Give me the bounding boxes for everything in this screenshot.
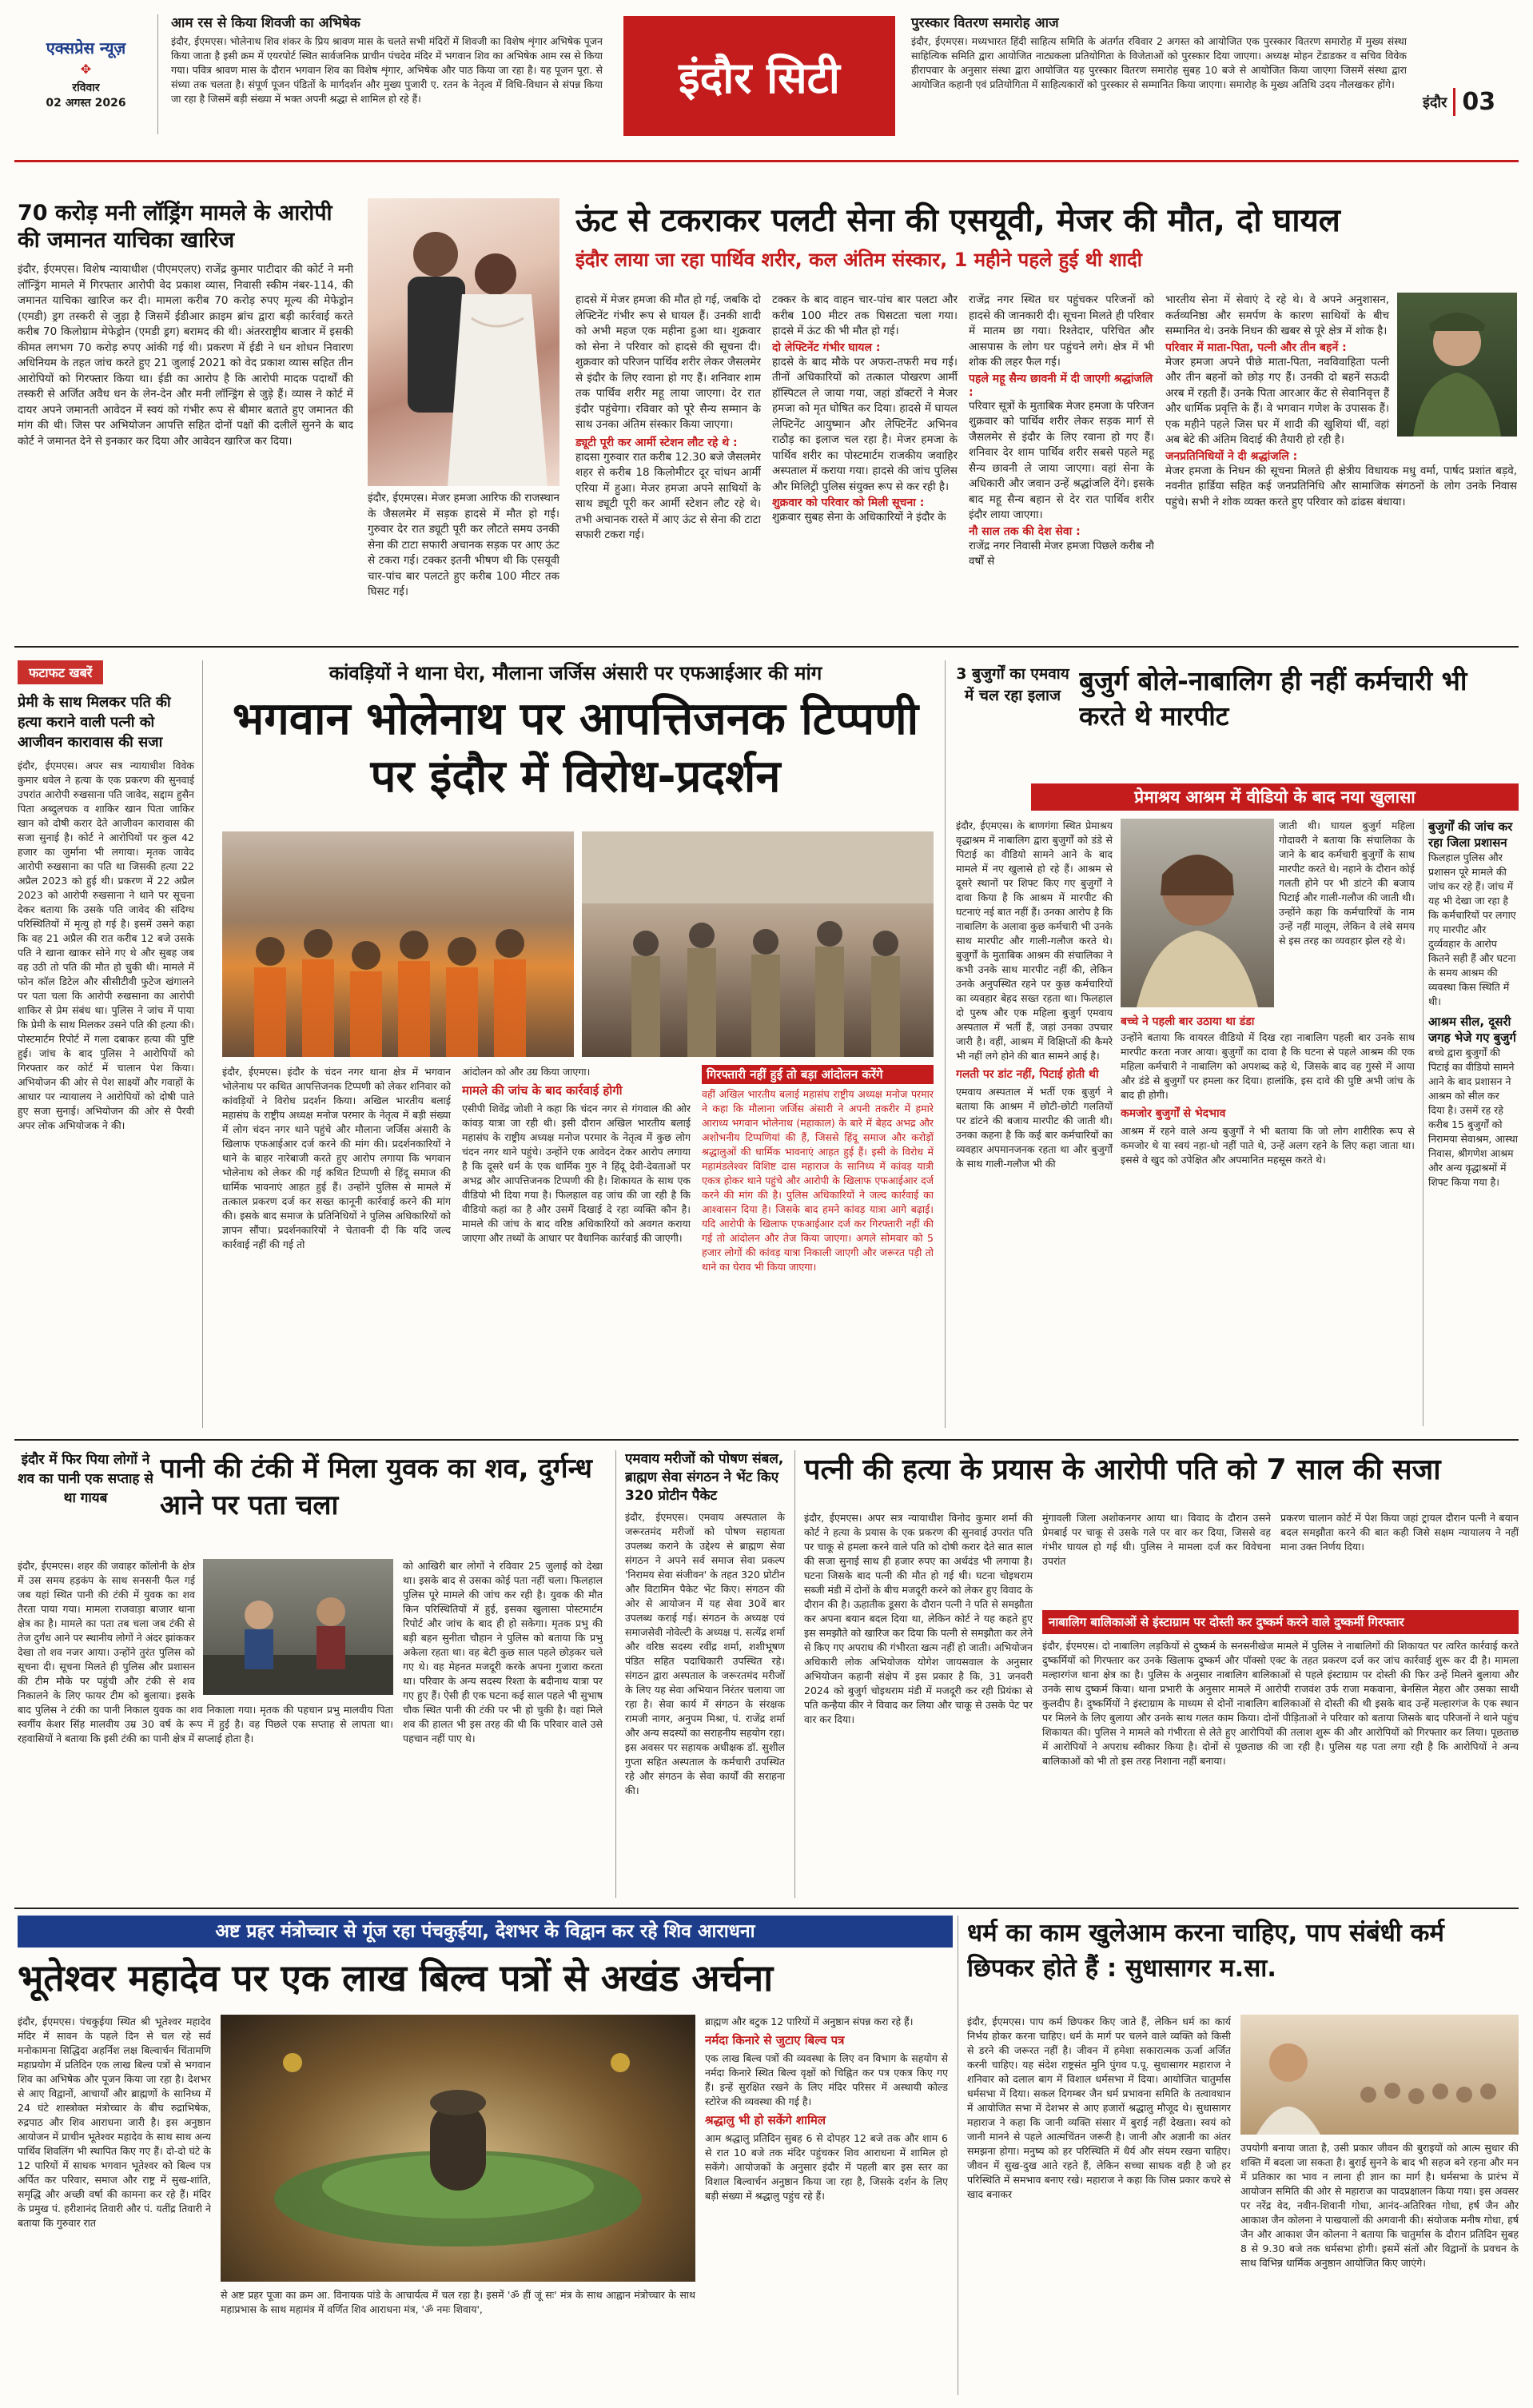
army-col4b-text: मेजर हमजा अपने पीछे माता-पिता, नवविवाहिता पत्नी और तीन बहनों को छोड़ गए हैं। उनकी दो बहनें सऊदी अरब में रहती हैं। उनके पिता आरआर केंट से सेवानिवृत्त हैं और धार्मिक प्रवृत्ति के हैं। वे भगवान गणेश के उपासक हैं। एक महीने पहले जिस घर में शादी की खुशियां थीं, वहां अब बेटे की अंतिम विदाई की तैयारी हो रही है।	[1165, 355, 1389, 446]
protest-col-1	[222, 1065, 451, 1425]
monk-assembly-icon	[1240, 2015, 1519, 2135]
masthead-right-body: इंदौर, ईएमएस। मध्यभारत हिंदी साहित्य समिति के अंतर्गत रविवार 2 अगस्त को आयोजित एक पुरस्कार वितरण समारोह में मुख्य संस्था साहित्यिक समिति द्वारा आयोजित नाट्यकला प्रतियोगिता के विजेताओं को पुरस्कार दिया जाएगा। अध्यक्ष मोहन टेंडाडकर व सचिव विवेक हीरापवार के अनुसार संस्था द्वारा आयोजित यह पुरस्कार वितरण समारोह सुबह 10 बजे से आयोजित किया जाएगा जिसमें संस्था द्वारा आयोजित कहानी एवं प्रतियोगिता में साहित्यकारों को पुरस्कार से सम्मानित किया जाएगा। समारोह के मुख्य अतिथि उदय नौलखकर होंगे।	[911, 35, 1407, 90]
shiva-col3b-text: एक लाख बिल्व पत्रों की व्यवस्था के लिए वन विभाग के सहयोग से नर्मदा किनारे स्थित बिल्व वृक्षों को चिह्नित कर पत्र एकत्र किए गए हैं। इन्हें सुरक्षित रखने के लिए मंदिर परिसर में अस्थायी कोल्ड स्टोरेज की व्यवस्था की गई है।	[705, 2052, 948, 2107]
shiva-col3-subhead-2: श्रद्धालु भी हो सकेंगे शामिल	[705, 2113, 826, 2127]
attempt-col-3	[1280, 1511, 1519, 1607]
army-col-4	[1165, 293, 1517, 628]
page-number: 03	[1453, 88, 1495, 116]
shiva-col-3	[705, 2015, 948, 2395]
ashram-headline: बुजुर्ग बोले-नाबालिग ही नहीं कर्मचारी भी करते थे मारपीट	[1079, 665, 1467, 732]
army-col4-text: भारतीय सेना में सेवाएं दे रहे थे। वे अपने अनुशासन, कर्तव्यनिष्ठा और समर्पण के कारण साथियों के बीच सम्मानित थे। उनके निधन की खबर से पूरे क्षेत्र में शोक है।	[1165, 293, 1389, 337]
issue-date: 02 अगस्त 2026	[46, 97, 126, 110]
wedding-couple-icon	[368, 198, 559, 486]
section-rule-3	[14, 1908, 1519, 1909]
masthead-right-headline: पुरस्कार वितरण समारोह आज	[911, 15, 1059, 31]
ashram-col3-heading-2: आश्रम सील, दूसरी जगह भेजे गए बुजुर्ग	[1428, 1015, 1516, 1045]
masthead	[0, 0, 1533, 174]
protest-col2b-text: एसीपी शिवेंद्र जोशी ने कहा कि चंदन नगर से गंगवाल की ओर कांवड़ यात्रा जा रही थी। इसी दौरान अखिल भारतीय बलाई महासंघ के राष्ट्रीय अध्यक्ष मनोज परमार के नेतृत्व में कुछ लोग चंदन नगर थाने पहुंचे। उन्होंने एक आवेदन देकर आरोप लगाया है कि दूसरे धर्म के एक धार्मिक गुरु ने हिंदू देवी-देवताओं पर अभद्र और आपत्तिजनक टिप्पणी की है। शिकायत के साथ एक वीडियो भी दिया गया है। फिलहाल वह जांच की जा रही है कि वीडियो कहां का है और उसमें दिखाई दे रहा व्यक्ति कौन है। मामले की जांच के बाद वरिष्ठ अधिकारियों को अवगत कराया जाएगा और तथ्यों के आधार पर वैधानिक कार्रवाई की जाएगी।	[462, 1102, 691, 1244]
story-ashram-head	[1079, 664, 1519, 775]
shiva-col3-text: ब्राह्मण और बटुक 12 पारियों में अनुष्ठान संपन्न करा रहे हैं।	[705, 2015, 914, 2027]
attempt-col1-text: इंदौर, ईएमएस। अपर सत्र न्यायाधीश विनोद कुमार शर्मा की कोर्ट ने हत्या के प्रयास के एक प्रकरण की सुनवाई उपरांत पति पर चाकू से हमला करने वाले पति को दोषी करार देते सात साल की सजा सुनाई साथ ही हजार रुपए का अर्थदंड भी लगाया है। घटना जिसके बाद पत्नी की मौत हो गई थी। घटना चोइथराम सब्जी मंडी में दोनों के बीच मजदूरी करने को लेकर हुए विवाद के दौरान की है। ऊहातीक डूसरा के दौरान पत्नी ने पति से समझौता कर अपना बयान बदल दिया था, लेकिन कोर्ट ने यह कहते हुए इस समझौते को खारिज कर दिया कि पत्नी से समझौता कर लेने से किए गए अपराध की गंभीरता खत्म नहीं हो जाती। अभियोजन अधिकारी लोक अभियोजक योगेश जायसवाल के अनुसार अभियोजन कहानी संक्षेप में इस प्रकार है कि, 31 जनवरी 2024 को बुजुर्ग चोइथराम मंडी में मजदूरी कर रही प्रियंका से पति कन्हैया कीर ने विवाद कर लिया और चाकू से उसके पेट पर वार कर दिया।	[804, 1512, 1033, 1725]
section-banner	[623, 16, 895, 136]
story-protest	[216, 660, 935, 820]
army-col3c-text: राजेंद्र नगर निवासी मेजर हमजा पिछले करीब नौ वर्षों से	[969, 539, 1154, 568]
shiva-col3c-text: आम श्रद्धालु प्रतिदिन सुबह 6 से दोपहर 12 बजे तक और शाम 6 से रात 10 बजे तक मंदिर पहुंचकर शिव आराधना में शामिल हो सकेंगे। आयोजकों के अनुसार इंदौर में पहली बार इस स्तर का विशाल बिल्वार्चन अनुष्ठान किया जा रहा है, जिसके दर्शन के लिए बड़ी संख्या में श्रद्धालु पहुंच रहे हैं।	[705, 2132, 948, 2202]
army-col2c-text: शुक्रवार सुबह सेना के अधिकारियों ने इंदौर के	[772, 511, 946, 524]
story-pocso	[1042, 1610, 1519, 1895]
elderly-woman-photo	[1121, 819, 1274, 1007]
story-sudha-head	[967, 1916, 1519, 2011]
protest-col2-subhead: मामले की जांच के बाद कार्रवाई होगी	[462, 1083, 623, 1098]
police-station-icon	[582, 831, 934, 1057]
shiva-headline: भूतेश्वर महादेव पर एक लाख बिल्व पत्रों से अखंड अर्चना	[18, 1956, 774, 1999]
missing-col-2	[403, 1559, 603, 1895]
monk-photo	[1240, 2015, 1519, 2135]
issue-day: रविवार	[72, 82, 100, 94]
shiva-col2-text: से अष्ट प्रहर पूजा का क्रम आ. विनायक पांडे के आचार्यत्व में चल रहा है। इसमें 'ॐ हीं जूं सः' मंत्र के साथ आह्वान मंत्रोच्चार के साथ महाप्रभास के साथ महामंत्र में वर्णित शिव आराधना मंत्र, 'ॐ नमः शिवाय',	[221, 2289, 695, 2315]
missing-col1-text: इंदौर, ईएमएस। शहर की जवाहर कॉलोनी के क्षेत्र में उस समय हड़कंप के साथ सनसनी फैल गई जब यहां स्थित पानी की टंकी में युवक का शव तैरता पाया गया। मामला राजवाड़ा बाजार थाना क्षेत्र का है। मामले का पता तब चला जब टंकी से तेज दुर्गंध आने पर स्थानीय लोगों ने अंदर झांककर देखा तो शव नजर आया। उन्होंने तुरंत पुलिस को सूचना दी। सूचना मिलते ही पुलिस और प्रशासन की टीम मौके पर पहुंची और टंकी से शव निकालने के लिए फायर टीम को बुलाया। इसके बाद पुलिस ने टंकी का पानी निकाल युवक का शव निकाला गया। मृतक की पहचान प्रभु मालवीय पिता स्वर्गीय केशर सिंह मालवीय उम्र 30 वर्ष के रूप में हुई है। वह पिछले एक सप्ताह से लापता था। रहवासियों ने बताया कि इसी टंकी का पानी क्षेत्र में सप्लाई होता है।	[18, 1560, 393, 1744]
major-portrait-photo	[1397, 293, 1517, 437]
protest-col3-text: वहीं अखिल भारतीय बलाई महासंघ राष्ट्रीय अध्यक्ष मनोज परमार ने कहा कि मौलाना जर्जिस अंसारी ने अपनी तकरीर में हमारे आराध्य भगवान भोलेनाथ (महाकाल) के बारे में बेहद अभद्र और अशोभनीय टिप्पणियां की हैं, जिससे हिंदू समाज और करोड़ों श्रद्धालुओं की धार्मिक भावनाएं आहत हुई हैं। इसी के विरोध में महामंडलेश्वर विशिष्ट दास महाराज के सानिध्य में कांवड़ यात्री एकत्र होकर थाने पहुंचे और आरोपी के खिलाफ एफआईआर दर्ज करने की मांग की है। पुलिस अधिकारियों ने जल्द कार्रवाई का आश्वासन दिया है। जिसके बाद हमने कांवड़ यात्रा आगे बढ़ाई। यदि आरोपी के खिलाफ एफआईआर दर्ज कर गिरफ्तारी नहीं की गई तो आंदोलन और तेज किया जाएगा। अगले सोमवार को 5 हजार लोगों की कांवड़ यात्रा निकाली जाएगी और जरूरत पड़ी तो थाने का घेराव भी किया जाएगा।	[702, 1088, 934, 1273]
section-rule-1	[14, 646, 1519, 648]
army-col-3	[969, 293, 1154, 628]
nutrition-headline: एमवाय मरीजों को पोषण संबल, ब्राह्मण सेवा संगठन ने भेंट किए 320 प्रोटीन पैकेट	[625, 1451, 784, 1504]
water-tank-photo	[203, 1559, 393, 1695]
shiva-col1-text: इंदौर, ईएमएस। पंचकुईया स्थित श्री भूतेश्वर महादेव मंदिर में सावन के पहले दिन से चल रहे सर्व मनोकामना सिद्धिदा अहर्निश लक्ष बिल्वार्चन चिंतामणि महाप्रयोग में प्रतिदिन एक लाख बिल्व पत्रों से भगवान शिव का अभिषेक और पूजन किया जा रहा है। देशभर से आए विद्वानों, आचार्यों और ब्राह्मणों के सानिध्य में 24 घंटे शास्त्रोक्त मंत्रोच्चार के बीच रुद्राभिषेक, रुद्रपाठ और शिव आराधना जारी है। इस अनुष्ठान आयोजन में प्राचीन भूतेश्वर महादेव के साथ साथ अन्य पार्थिव शिवलिंग भी स्थापित किए गए हैं। दो-दो घंटे के 12 पारियों में साधक भगवान भूतेश्वर को बिल्व पत्र अर्पित कर परिवार, समाज और राष्ट्र में सुख-शांति, समृद्धि और अच्छी वर्षा की कामना कर रहे हैं। मंदिर के प्रमुख पं. हरीशानंद तिवारी और पं. यतींद्र तिवारी ने बताया कि गुरुवार रात	[18, 2015, 211, 2229]
pocso-body: इंदौर, ईएमएस। दो नाबालिग लड़कियों से दुष्कर्म के सनसनीखेज मामले में पुलिस ने नाबालिगों की शिकायत पर त्वरित कार्रवाई करते दुष्कर्मियों को गिरफ्तार कर उनके खिलाफ दुष्कर्म और पॉक्सो एक्ट के तहत प्रकरण दर्ज कर जांच कार्रवाई शुरू कर दी है। मामला मल्हारगंज थाना क्षेत्र का है। पुलिस के अनुसार नाबालिग बालिकाओं से पहले इंस्टाग्राम पर दोस्ती की फिर उन्हें मिलने बुलाया और उनके साथ दुष्कर्म किया। थाना प्रभारी के अनुसार मामले में आरोपी राजवंश उर्फ राजा मकवाना, बेनसिल मेहरा और उसका साथी कुलदीप है। दुष्कर्मियों ने इंस्टाग्राम के माध्यम से दोनों नाबालिग बालिकाओं से दोस्ती की थी इसके बाद उन्हें मल्हारगंज के एक स्थान पर मिलने के लिए बुलाया और उनके साथ गलत काम किया। दोनों पीड़िताओं ने परिवार को बताया जिसके बाद परिजनों ने थाने पहुंच शिकायत की। पुलिस ने मामले को गंभीरता से लेते हुए आरोपियों की तलाश शुरू की और आरोपियों को गिरफ्तार कर लिया। पूछताछ में आरोपियों ने अपराध स्वीकार किया है। दोनों से पूछताछ की जा रही है। पुलिस यह पता लगा रही है कि आरोपियों ने अन्य बालिकाओं को भी तो इस तरह निशाना नहीं बनाया।	[1042, 1640, 1519, 1767]
protest-col1-text: इंदौर, ईएमएस। इंदौर के चंदन नगर थाना क्षेत्र में भगवान भोलेनाथ पर कथित आपत्तिजनक टिप्पणी को लेकर शनिवार को कांवड़ियों ने विरोध प्रदर्शन किया। अखिल भारतीय बलाई महासंघ के राष्ट्रीय अध्यक्ष मनोज परमार के नेतृत्व में बड़ी संख्या में लोग चंदन नगर थाने पहुंचे और मौलाना जर्जिस अंसारी के खिलाफ एफआईआर दर्ज करने की मांग की। प्रदर्शनकारियों ने थाने के बाहर नारेबाजी करते हुए आरोप लगाया कि भगवान भोलेनाथ को लेकर की गई कथित टिप्पणी से हिंदू समाज की धार्मिक भावनाएं आहत हुई हैं। उन्होंने पुलिस से मामले में तत्काल प्रकरण दर्ज कर सख्त कानूनी कार्रवाई करने की मांग की। इसके बाद समाज के प्रतिनिधियों ने पुलिस अधिकारियों को ज्ञापन सौंपा। प्रदर्शनकारियों ने चेतावनी दी कि यदि जल्द कार्रवाई नहीं की गई तो	[222, 1066, 451, 1250]
army-col3-subhead-2: नौ साल तक की देश सेवा :	[969, 524, 1081, 538]
ashram-col-1	[956, 819, 1113, 1426]
page-city: इंदौर	[1423, 94, 1447, 111]
elderly-woman-icon	[1121, 819, 1274, 1007]
divider-ornament-icon: ✥	[80, 62, 92, 77]
army-col2b-text: हादसे के बाद मौके पर अफरा-तफरी मच गई। तीनों अधिकारियों को तत्काल पोखरण आर्मी हॉस्पिटल ले जाया गया, जहां डॉक्टरों ने मेजर हमजा को मृत घोषित कर दिया। हादसे में घायल लेफ्टिनेंट आयुष्मान और लेफ्टिनेंट अभिनव राठौड़ का इलाज चल रहा है। मेजर हमजा के पार्थिव शरीर का पोस्टमार्टम राजकीय जवाहिर अस्पताल में कराया गया। हादसे की जांच पुलिस और मिलिट्री पुलिस संयुक्त रूप से कर रही है।	[772, 355, 958, 493]
army-subhead: इंदौर लाया जा रहा पार्थिव शरीर, कल अंतिम संस्कार, 1 महीने पहले हुई थी शादी	[575, 249, 1142, 271]
protest-col-3	[702, 1065, 934, 1425]
shiva-headline-box	[18, 1952, 953, 2008]
shiva-col3-subhead: नर्मदा किनारे से जुटाए बिल्व पत्र	[705, 2033, 845, 2047]
masthead-left-story	[171, 13, 603, 122]
army-col-1	[575, 293, 761, 628]
ashram-col1-subhead: गलती पर डांट नहीं, पिटाई होती थी	[956, 1068, 1099, 1081]
army-col1b-text: हादसा गुरुवार रात करीब 12.30 बजे जैसलमेर शहर से करीब 18 किलोमीटर दूर चांधन आर्मी एरिया में हुआ। मेजर हमजा अपने साथियों के साथ ड्यूटी पूरी कर आर्मी स्टेशन लौट रहे थे। तभी अचानक रास्ते में आए ऊंट से सेना की टाटा सफारी टकरा गई।	[575, 450, 761, 541]
bail-body: इंदौर, ईएमएस। विशेष न्यायाधीश (पीएमएलए) राजेंद्र कुमार पाटीदार की कोर्ट ने मनी लॉन्ड्रिंग मामले में गिरफ्तार आरोपी वेद प्रकाश व्यास, निवासी स्कीम नंबर-114, की जमानत याचिका खारिज कर दी। मामला करीब 70 करोड़ रुपए मूल्य की मेफेड्रोन (एमडी) ड्रग तस्करी से जुड़ा है जिसमें ईडीआर क्राइम ब्रांच द्वारा बड़ी कार्रवाई करते करीब 70 किलोग्राम मेफेड्रोन (एमडी ड्रग) बरामद की थी। अंतरराष्ट्रीय बाजार में इसकी कीमत लगभग 70 करोड़ रुपए आंकी गई थी। प्रकरण में ईडी ने धन शोधन निवारण अधिनियम के तहत जांच करते हुए 21 जुलाई 2021 को वेद प्रकाश व्यास सहित तीन आरोपियों को गिरफ्तार किया था। ईडी का आरोप है कि आरोपी मादक पदार्थों की तस्करी से अर्जित अवैध धन के लेन-देन और मनी लॉन्ड्रिंग से जुड़े हैं। व्यास ने कोर्ट में दायर अपने जमानती आवेदन में स्वयं को गंभीर रूप से बीमार बताते हुए जमानत की मांग की थी। जिस पर अभियोजन आपत्ति सहित दोनों पक्षों की दलीलें सुनने के बाद कोर्ट ने जमानत देने से इनकार कर दिया और आवेदन खारिज कर दिया।	[18, 263, 353, 448]
story-army	[575, 200, 1519, 296]
ashram-col2-subhead-2: कमजोर बुजुर्गों से भेदभाव	[1121, 1107, 1226, 1120]
ashram-col2c-text: आश्रम में रहने वाले अन्य बुजुर्गों ने भी बताया कि जो लोग शारीरिक रूप से कमजोर थे या स्वयं नहा-धो नहीं पाते थे, उन्हें अलग रहने के लिए कहा जाता था। इससे वे खुद को उपेक्षित और अपमानित महसूस करते थे।	[1121, 1125, 1415, 1166]
sudha-col-1	[967, 2015, 1231, 2395]
ashram-col1b-text: एमवाय अस्पताल में भर्ती एक बुजुर्ग ने बताया कि आश्रम में छोटी-छोटी गलतियों पर डांटने की बजाय मारपीट की जाती थी। उनका कहना है कि कई बार कर्मचारियों का व्यवहार अपमानजनक रहता था और बुजुर्गों के साथ गाली-गलौज भी की	[956, 1086, 1113, 1170]
divider-nutrition-attempt	[794, 1450, 795, 1898]
attempt-col-2	[1042, 1511, 1271, 1607]
missing-kicker	[18, 1450, 153, 1554]
brief-headline: प्रेमी के साथ मिलकर पति की हत्या कराने वाली पत्नी को आजीवन कारावास की सजा	[18, 694, 171, 751]
ashram-col-2	[1279, 819, 1415, 1011]
army-col4c-text: मेजर हमजा के निधन की सूचना मिलते ही क्षेत्रीय विधायक मधु वर्मा, पार्षद प्रशांत बड़वे, नवनीत हार्डिया सहित कई जनप्रतिनिधि और सामाजिक संगठनों के लोग उनके निवास पहुंचे। सभी ने शोक व्यक्त करते हुए परिवार को ढांढस बंधाया।	[1165, 464, 1517, 508]
masthead-left-headline: आम रस से किया शिवजी का अभिषेक	[171, 15, 360, 31]
divider-protest-ashram	[945, 660, 946, 1428]
story-bail	[18, 200, 353, 624]
story-brief	[18, 660, 203, 1428]
missing-col-1	[18, 1559, 393, 1895]
missing-headline-box	[160, 1450, 607, 1554]
masthead-rule	[14, 160, 1519, 162]
shivling-icon	[221, 2015, 695, 2282]
army-col3b-text: परिवार सूत्रों के मुताबिक मेजर हमजा के परिजन शुक्रवार को पार्थिव शरीर लेकर सड़क मार्ग से जैसलमेर से इंदौर के लिए रवाना हो गए हैं। शनिवार देर शाम पार्थिव शरीर सबसे पहले महू सैन्य छावनी ले जाया जाएगा। वहां सेना के अधिकारी और जवान उन्हें श्रद्धांजलि देंगे। इसके बाद महू सैन्य बहान से देर रात पार्थिव शरीर इंदौर लाया जाएगा।	[969, 399, 1154, 521]
sudha-col-2	[1240, 2141, 1519, 2395]
army-col2-text: टक्कर के बाद वाहन चार-पांच बार पलटा और करीब 100 मीटर तक घिसटता चला गया। हादसे में ऊंट की भी मौत हो गई।	[772, 293, 958, 337]
protest-col3-subhead: गिरफ्तारी नहीं हुई तो बड़ा आंदोलन करेंगे	[702, 1065, 934, 1084]
army-col2-subhead: दो लेफ्टिनेंट गंभीर घायल :	[772, 341, 881, 354]
protest-headline: भगवान भोलेनाथ पर आपत्तिजनक टिप्पणी पर इंदौर में विरोध-प्रदर्शन	[232, 693, 919, 803]
ashram-col3b-text: बच्चे द्वारा बुजुर्गों की पिटाई का वीडियो सामने आने के बाद प्रशासन ने आश्रम को सील कर दिया है। उसमें रह रहे करीब 15 बुजुर्गों को निरामया सेवाश्रम, आस्था निवास, श्रीगणेश आश्रम और अन्य वृद्धाश्रमों में शिफ्ट किया गया है।	[1428, 1047, 1518, 1188]
missing-headline: पानी की टंकी में मिला युवक का शव, दुर्गन्ध आने पर पता चला	[160, 1453, 592, 1521]
ashram-col-2b	[1121, 1012, 1415, 1428]
ashram-subhead: प्रेमाश्रय आश्रम में वीडियो के बाद नया खुलासा	[1031, 783, 1519, 811]
army-col4-subhead-2: जनप्रतिनिधियों ने दी श्रद्धांजलि :	[1165, 449, 1298, 463]
army-col3-subhead: पहले महू सैन्य छावनी में दी जाएगी श्रद्धांजलि :	[969, 372, 1153, 399]
protest-col-2	[462, 1065, 691, 1425]
ashram-col2-subhead: बच्चे ने पहली बार उठाया था डंडा	[1121, 1015, 1255, 1028]
attempt-col2-text: मुंगावली जिला अशोकनगर आया था। विवाद के दौरान उसने प्रेमबाई पर चाकू से उसके गले पर वार कर दिया, जिससे वह गंभीर घायल हो गई थी। पुलिस ने मामला दर्ज कर विवेचना उपरांत	[1042, 1512, 1271, 1567]
sudha-headline: धर्म का काम खुलेआम करना चाहिए, पाप संबंधी कर्म छिपकर होते हैं : सुधासागर म.सा.	[967, 1919, 1444, 1983]
rescue-team-icon	[203, 1559, 393, 1695]
brief-tag: फटाफट खबरें	[18, 660, 103, 684]
ashram-col2-text: जाती थी। घायल बुजुर्ग महिला गोदावरी ने बताया कि संचालिका के जाने के बाद कर्मचारी बुजुर्गों के साथ मारपीट करते थे। नहाने के दौरान कोई गलती होने पर भी डांटने की बजाय पिटाई और गाली-गलौज की जाती थी। उन्होंने कहा कि कर्मचारियों के नाम उन्हें नहीं मालूम, लेकिन वे लंबे समय से इस तरह का व्यवहार झेल रहे थे।	[1279, 819, 1415, 947]
army-photo-caption: इंदौर, ईएमएस। मेजर हमजा आरिफ की राजस्थान के जैसलमेर में सड़क हादसे में मौत हो गई। गुरुवार देर रात ड्यूटी पूरी कर लौटते समय उनकी सेना की टाटा सफारी अचानक सड़क पर आए ऊंट से टकरा गई। टक्कर इतनी भीषण थी कि एसयूवी चार-पांच बार पलटते हुए करीब 100 मीटर तक घिसट गई।	[368, 492, 559, 598]
section-rule-2	[14, 1439, 1519, 1441]
sudha-col2-text: उपयोगी बनाया जाता है, उसी प्रकार जीवन की बुराइयों को आत्म सुधार की शक्ति में बदला जा सकता है। बुराई सुनने के बाद भी सहज बने रहना और मन में प्रतिकार का भाव न लाना ही ज्ञान का मार्ग है। धर्मसभा के प्रारंभ में आयोजन समिति की ओर से महाराज का पादप्रक्षालन किया गया। इस अवसर पर नरेंद्र वेद, नवीन-शिवानी गोधा, आनंद-अतिरिक्त गोधा, हर्ष जैन और आकाश जैन कोलना ने पाखयालों की अगवानी की। संयोजक मनीष गोधा, हर्ष जैन और आकाश जैन कोलना ने बताया कि चातुर्मास के दौरान प्रतिदिन सुबह 8 से 9.30 बजे तक धर्मसभा होगी। इसमें संतों और विद्वानों के प्रवचन के साथ विभिन्न धार्मिक अनुष्ठान आयोजित किए जाएंगे।	[1240, 2142, 1519, 2269]
ashram-side-label	[953, 664, 1073, 775]
shiva-col-1	[18, 2015, 211, 2395]
story-attempt-head	[804, 1450, 1519, 1506]
divider-missing-nutrition	[615, 1450, 616, 1898]
protest-photo-left	[222, 831, 574, 1057]
army-col1-subhead: ड्यूटी पूरी कर आर्मी स्टेशन लौट रहे थे :	[575, 436, 738, 449]
masthead-left-body: इंदौर, ईएमएस। भोलेनाथ शिव शंकर के प्रिय श्रावण मास के चलते सभी मंदिरों में शिवजी का विशेष शृंगार अभिषेक पूजन किया जाता है इसी क्रम में एयरपोर्ट स्थित सार्वजनिक प्राचीन पंचदेव मंदिर में भगवान शिव का अभिषेक आम रस से किया गया। पवित्र श्रावण मास के दौरान भगवान शिव का विशेष शृंगार, अभिषेक और पाठ किया जा रहा है। यह पूजन पूरा. से संध्या तक चलता है। संपूर्ण पूजन पंडितों के मार्गदर्शन और मुख्य पुजारी ए. रतन के नेतृत्व में विधि-विधान से संपन्न किया जा रहा है जिसमें बड़ी संख्या में भक्त अपनी श्रद्धा से शामिल हो रहे हैं।	[171, 35, 603, 105]
nutrition-body: इंदौर, ईएमएस। एमवाय अस्पताल के जरूरतमंद मरीजों को पोषण सहायता उपलब्ध कराने के उद्देश्य से ब्राह्मण सेवा संगठन ने अपने सर्व समाज सेवा प्रकल्प 'निरामय सेवा संजीवन' के तहत 320 प्रोटीन और विटामिन पैकेट भेंट किए। संगठन की ओर से आयोजन में यह सेवा 30वें बार उपलब्ध कराई गई। संगठन के अध्यक्ष एवं समाजसेवी नोवेल्टी के अध्यक्ष पं. सत्येंद्र शर्मा और वरिष्ठ सदस्य रवींद्र शर्मा, शशीभूषण पंडित सहित पदाधिकारी उपस्थित रहे। संगठन द्वारा अस्पताल के जरूरतमंद मरीजों के लिए यह सेवा अभियान निरंतर चलाया जा रहा है। सेवा कार्य में संगठन के संरक्षक रामजी नागर, अनुपम मिश्रा, पं. राजेंद्र शर्मा और अन्य सदस्यों का सराहनीय सहयोग रहा। इस अवसर पर सहायक अधीक्षक डॉ. सुशील गुप्ता सहित अस्पताल के कर्मचारी उपस्थित रहे और संगठन के सेवा कार्यों की सराहना की।	[625, 1511, 785, 1796]
masthead-right-story	[911, 13, 1407, 122]
attempt-col-1	[804, 1511, 1033, 1895]
attempt-headline: पत्नी की हत्या के प्रयास के आरोपी पति को 7 साल की सजा	[804, 1453, 1441, 1486]
army-col3-text: राजेंद्र नगर स्थित घर पहुंचकर परिजनों को हादसे की जानकारी दी। सूचना मिलते ही परिवार में मातम छा गया। रिश्तेदार, परिचित और आसपास के लोग घर पहुंचने लगे। क्षेत्र में भी शोक की लहर फैल गई।	[969, 293, 1154, 369]
army-col4-subhead: परिवार में माता-पिता, पत्नी और तीन बहनें :	[1165, 341, 1347, 354]
paper-name: एक्सप्रेस न्यूज़	[46, 38, 126, 58]
paper-name-box	[14, 14, 158, 134]
ashram-col1-text: इंदौर, ईएमएस। के बाणगंगा स्थित प्रेमाश्रय वृद्धाश्रम में नाबालिग द्वारा बुजुर्गों को डंडे से पिटाई का वीडियो सामने आने के बाद मामले में नए खुलासे हो रहे हैं। आश्रम से दूसरे स्थानों पर शिफ्ट किए गए बुजुर्गों ने दावा किया है कि आश्रम में मारपीट की घटनाएं नई बात नहीं हैं। उनका आरोप है कि नाबालिग के अलावा कुछ कर्मचारी भी उनके साथ मारपीट और गाली-गलौज करते थे। बुजुर्गों के मुताबिक आश्रम की संचालिका ने कभी उनके साथ मारपीट नहीं की, लेकिन उनके अनुपस्थित रहने पर कुछ कर्मचारियों का व्यवहार बेहद सख्त रहता था। फिलहाल दो पुरुष और एक महिला बुजुर्ग एमवाय अस्पताल में भर्ती हैं, जहां उनका उपचार जारी है। वहीं, आश्रम में विक्षिप्तों की कैमरे भी नहीं लगे होने की बात सामने आई है।	[956, 819, 1113, 1062]
pocso-headline: नाबालिग बालिकाओं से इंस्टाग्राम पर दोस्ती कर दुष्कर्म करने वाले दुष्कर्मी गिरफ्तार	[1042, 1610, 1519, 1634]
section-title: इंदौर सिटी	[679, 53, 840, 103]
ashram-col3-heading: बुजुर्गों की जांच कर रहा जिला प्रशासन	[1428, 819, 1513, 850]
wedding-photo	[368, 198, 559, 486]
protest-photo-right	[582, 831, 934, 1057]
missing-col2-text: को आखिरी बार लोगों ने रविवार 25 जुलाई को देखा था। इसके बाद से उसका कोई पता नहीं चला। फिलहाल पुलिस पूरे मामले की जांच कर रही है। युवक की मौत किन परिस्थितियों में हुई, इसका खुलासा पोस्टमार्टम रिपोर्ट और जांच के बाद ही हो सकेगा। मृतक प्रभु की बड़ी बहन सुनीता चौहान ने पुलिस को बताया कि प्रभु अकेला रहता था। वह बेटी कुछ साल पहले छोड़कर चले गए थे। वह मेहनत मजदूरी करके अपना गुजारा करता था। परिवार के अन्य सदस्य रिश्ता के बदीनाथ यात्रा पर गए हुए हैं। ऐसी ही एक घटना कई साल पहले भी सुभाष चौक स्थित पानी की टंकी पर भी हो चुकी है। वहां मिले शव की हालत भी इस तरह की थी कि परिवार वाले उसे पहचान नहीं पाए थे।	[403, 1560, 603, 1744]
protest-col2-text: आंदोलन को और उग्र किया जाएगा।	[462, 1066, 591, 1078]
crowd-icon	[222, 831, 574, 1057]
story-nutrition	[625, 1450, 785, 1898]
ashram-side-label-text: 3 बुजुर्गों का एमवाय में चल रहा इलाज	[956, 665, 1069, 704]
brief-body: इंदौर, ईएमएस। अपर सत्र न्यायाधीश विवेक कुमार धवेल ने हत्या के एक प्रकरण की सुनवाई उपरांत आरोपी रुखसाना पति जावेद, सद्दाम हुसैन पिता अब्दुलचक व शाकिर खान पिता जाकिर खान को दोषी करार देते आजीवन कारावास की सजा सुनाई है। कोर्ट ने आरोपियों पर कुल 42 हजार का जुर्माना भी लगाया। मृतक जावेद आरोपी रुखसाना का पति था जिसकी हत्या 22 अप्रैल 2023 को हुई थी। प्रकरण में 22 अप्रैल 2023 को आरोपी रुखसाना ने थाने पर सूचना देकर बताया कि उसके पति जावेद की संदिग्ध परिस्थितियों में मृत्यु हो गई है। इसमें उसने कहा कि वह 21 अप्रैल की रात करीब 12 बजे उसके पति ने खाना खाकर सोने गए थे और सुबह जब वह उठी तो पति की मौत हो चुकी थी। मामले में फोन कॉल डिटेल और सीसीटीवी फुटेज खंगालने पर पता चला कि आरोपी रुखसाना का आरोपी शाकिर से प्रेम संबंध था। पुलिस ने जांच में पाया कि प्रेमी के साथ मिलकर उसने पति की हत्या की। पोस्टमार्टम रिपोर्ट में गला दबाकर हत्या की पुष्टि हुई। जांच के बाद पुलिस ने आरोपियों को गिरफ्तार कर कोर्ट में चालान पेश किया। अभियोजन की ओर से पेश साक्ष्यों और गवाहों के आधार पर न्यायालय ने आरोपियों को दोषी पाते हुए सजा सुनाई। अभियोजन की ओर से पैरवी अपर लोक अभियोजक ने की।	[18, 759, 194, 1131]
ashram-col3-text: फिलहाल पुलिस और प्रशासन पूरे मामले की जांच कर रहे हैं। जांच में यह भी देखा जा रहा है कि कर्मचारियों पर लगाए गए मारपीट और दुर्व्यवहार के आरोप कितने सही हैं और घटना के समय आश्रम की व्यवस्था किस स्थिति में थी।	[1428, 851, 1516, 1007]
attempt-col3-text: प्रकरण चालान कोर्ट में पेश किया जहां ट्रायल दौरान पत्नी ने बयान बदल समझौता करने की बात कही जिसे सक्षम न्यायालय ने नहीं माना उक्त निर्णय दिया।	[1280, 1512, 1519, 1553]
shiva-col-2	[221, 2288, 695, 2395]
army-col2-subhead-2: शुक्रवार को परिवार को मिली सूचना :	[772, 496, 925, 509]
army-col-2	[772, 293, 958, 628]
army-col1-text: हादसे में मेजर हमजा की मौत हो गई, जबकि दो लेफ्टिनेंट गंभीर रूप से घायल हैं। उनकी शादी को अभी महज एक महीना हुआ था। शुक्रवार को सेना ने परिवार को हादसे की सूचना दी। शुक्रवार को परिजन पार्थिव शरीर लेकर जैसलमेर से इंदौर के लिए रवाना हो गए हैं। शनिवार शाम तक पार्थिव शरीर महू लाया जाएगा। देर रात इंदौर पहुंचेगा। रविवार को पूरे सैन्य सम्मान के साथ उनका अंतिम संस्कार किया जाएगा।	[575, 293, 761, 431]
missing-kicker-text: इंदौर में फिर पिया लोगों ने शव का पानी एक सप्ताह से था गायब	[18, 1452, 153, 1506]
sudha-col1-text: इंदौर, ईएमएस। पाप कर्म छिपकर किए जाते हैं, लेकिन धर्म का कार्य निर्भय होकर करना चाहिए। धर्म के मार्ग पर चलने वाले व्यक्ति को किसी से डरने की जरूरत नहीं है। जीवन में हमेशा सकारात्मक ऊर्जा अर्जित करनी चाहिए। यह संदेश राष्ट्रसंत मुनि पुंगव प.पू. सुधासागर महाराज ने शनिवार को दलाल बाग में विशाल धर्मसभा में दिया। आयोजित चातुर्मास धर्मसभा में दिया। सकल दिगम्बर जैन धर्म प्रभावना समिति के तत्वावधान में आयोजित सभा में देशभर से आए हजारों श्रद्धालु मौजूद थे। सुधासागर महाराज ने कहा कि जानी व्यक्ति संसार में बुराई नहीं देखता। स्वयं को जानी मानने से पहले आत्मचिंतन जरूरी है। जानी और अज्ञानी का अंतर समझना होगा। मनुष्य को हर परिस्थिति में धैर्य और संयम रखना चाहिए। जीवन में सुख-दुख आते रहते हैं, लेकिन सच्चा साधक वही है जो हर परिस्थिति में समभाव बनाए रखे। महाराज ने कहा कि जिस प्रकार कचरे से खाद बनाकर	[967, 2015, 1231, 2200]
bail-headline: 70 करोड़ मनी लॉड्रिंग मामले के आरोपी की जमानत याचिका खारिज	[18, 201, 332, 253]
army-headline: ऊंट से टकराकर पलटी सेना की एसयूवी, मेजर की मौत, दो घायल	[575, 202, 1340, 239]
shiva-kicker: अष्ट प्रहर मंत्रोच्चार से गूंज रहा पंचकुईया, देशभर के विद्वान कर रहे शिव आराधना	[18, 1916, 953, 1948]
protest-kicker: कांवड़ियों ने थाना घेरा, मौलाना जर्जिस अंसारी पर एफआईआर की मांग	[328, 662, 822, 684]
ashram-col-3	[1423, 819, 1519, 1426]
page-number-box	[1423, 88, 1519, 116]
shivling-photo	[221, 2015, 695, 2282]
soldier-portrait-icon	[1397, 293, 1517, 437]
ashram-col2b-text: उन्होंने बताया कि वायरल वीडियो में दिख रहा नाबालिग पहली बार उनके साथ मारपीट करता नजर आया। बुजुर्गों का दावा है कि घटना से पहले आश्रम की एक महिला कर्मचारी ने नाबालिग को अपशब्द कहे थे, जिसके बाद वह गुस्से में आया और डंडे से बुजुर्गों पर हमला कर दिया। हालांकि, इस दावे की पुष्टि अभी जांच के बाद ही होगी।	[1121, 1031, 1415, 1101]
